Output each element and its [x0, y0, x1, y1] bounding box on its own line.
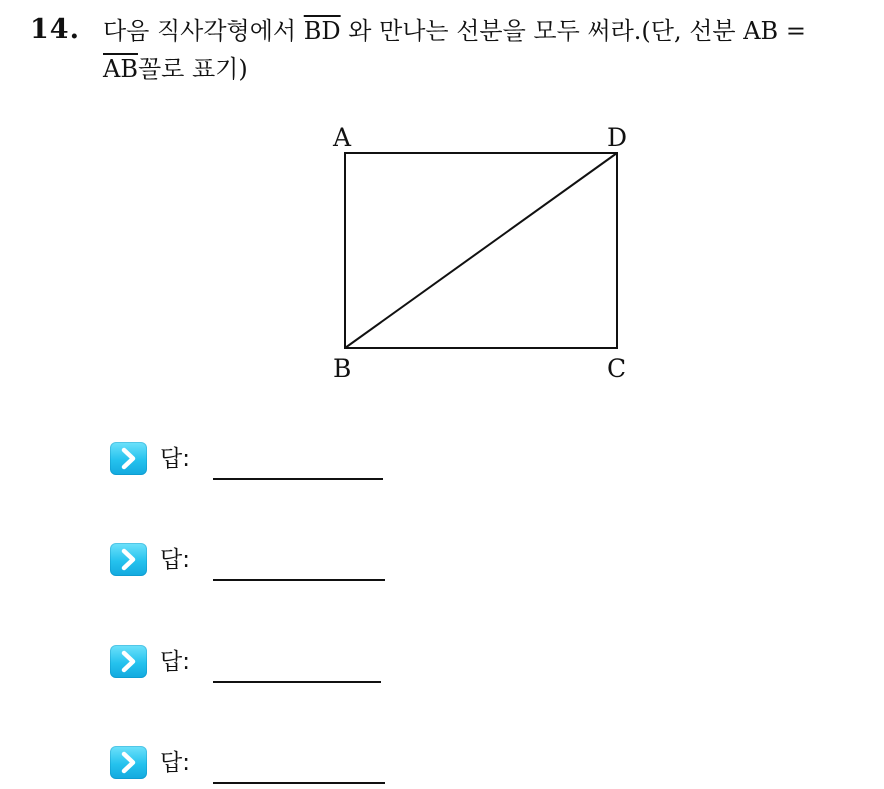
- label-b: B: [333, 354, 352, 383]
- question-text-line-2: [103, 54, 248, 84]
- chevron-right-icon: [110, 442, 147, 475]
- segment-ab: $\overline{AB}$: [103, 55, 138, 83]
- chevron-right-icon: [110, 746, 147, 779]
- label-a: A: [333, 123, 352, 152]
- question-number: 14.: [30, 14, 80, 45]
- answer-row-3: [110, 645, 410, 685]
- segment-bd: $\overline{BD}$: [303, 17, 341, 45]
- rectangle-figure: [320, 118, 640, 392]
- answer-blank[interactable]: [213, 681, 381, 683]
- answer-row-2: [110, 543, 410, 583]
- question-text-part: 꼴로 표기): [137, 55, 248, 83]
- question-text-line-1: [103, 16, 806, 46]
- answer-label: 답:: [160, 750, 190, 776]
- chevron-right-icon: [110, 543, 147, 576]
- answer-label: 답:: [160, 547, 190, 573]
- answer-blank[interactable]: [213, 579, 385, 581]
- rectangle-diagram: [320, 118, 640, 388]
- answer-blank[interactable]: [213, 782, 385, 784]
- label-d: D: [607, 123, 628, 152]
- answer-label: 답:: [160, 649, 190, 675]
- label-c: C: [607, 354, 627, 383]
- question-text-part: 와 만나는 선분을 모두 써라.(단, 선분 AB =: [340, 17, 806, 45]
- question-text-part: 다음 직사각형에서: [103, 17, 304, 45]
- answer-label: 답:: [160, 446, 190, 472]
- answer-row-4: [110, 746, 410, 786]
- chevron-right-icon: [110, 645, 147, 678]
- diagonal-bd: [345, 153, 617, 348]
- answer-row-1: [110, 442, 410, 482]
- answer-blank[interactable]: [213, 478, 383, 480]
